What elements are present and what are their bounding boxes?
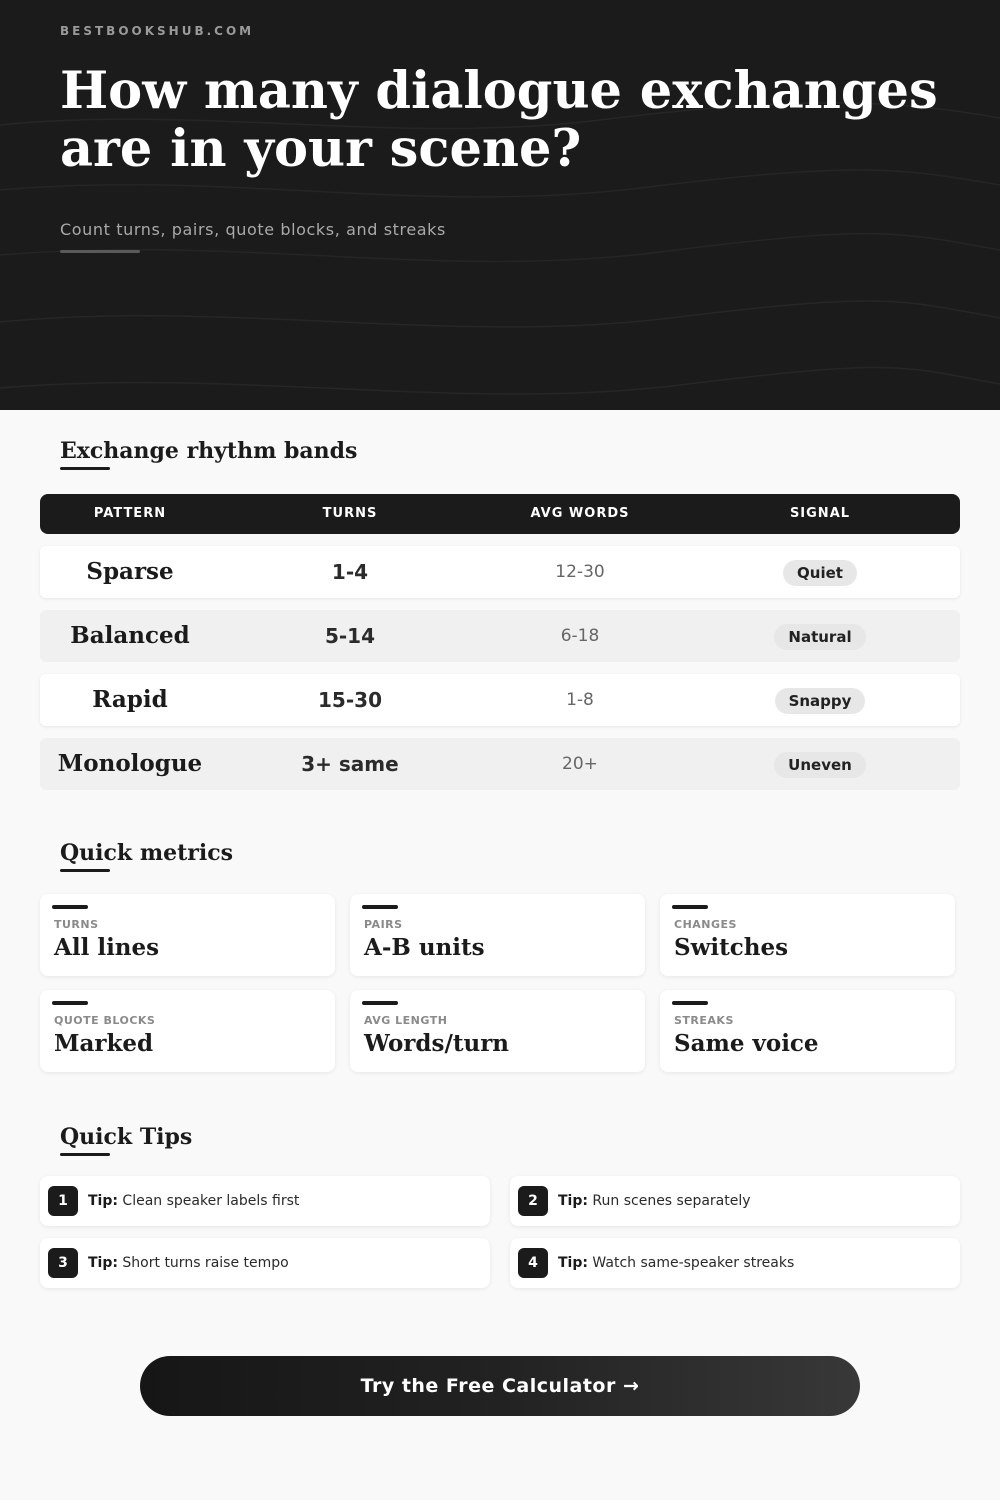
signal-badge: Natural [774, 624, 865, 650]
cell-signal [720, 610, 920, 662]
metric-card-changes [660, 894, 955, 976]
subtitle-underline [60, 250, 140, 253]
metric-value: All lines [54, 934, 160, 961]
tip-number: 1 [48, 1186, 78, 1216]
tip-item [510, 1176, 960, 1226]
table-row [40, 738, 960, 790]
tip-number: 4 [518, 1248, 548, 1278]
cell-pattern: Balanced [70, 622, 190, 649]
tip-text [88, 1176, 299, 1226]
metric-card-streaks [660, 990, 955, 1072]
tip-body: Short turns raise tempo [122, 1255, 289, 1271]
signal-badge: Quiet [783, 560, 857, 586]
table-row [40, 674, 960, 726]
metric-card-quote-blocks [40, 990, 335, 1072]
card-accent [672, 1001, 708, 1005]
metric-label: PAIRS [364, 918, 403, 931]
cell-avg-words: 1-8 [566, 690, 594, 710]
cell-pattern: Monologue [57, 750, 203, 777]
metric-label: AVG LENGTH [364, 1014, 448, 1027]
section-title-bands: Exchange rhythm bands [60, 438, 358, 464]
tip-body: Watch same-speaker streaks [592, 1255, 795, 1271]
cell-pattern: Sparse [86, 558, 174, 585]
cell-turns: 1-4 [331, 560, 369, 584]
cell-avg-words: 20+ [562, 754, 598, 774]
tip-prefix: Tip: [88, 1193, 118, 1209]
tip-item [40, 1238, 490, 1288]
tip-body: Run scenes separately [592, 1193, 751, 1209]
header-avg-words: AVG WORDS [530, 506, 630, 521]
metric-label: TURNS [54, 918, 99, 931]
metric-value: Switches [674, 934, 789, 961]
cell-turns: 5-14 [324, 624, 376, 648]
metric-card-avg-length [350, 990, 645, 1072]
section-title-metrics: Quick metrics [60, 840, 233, 866]
card-accent [52, 1001, 88, 1005]
header-signal: SIGNAL [789, 506, 851, 521]
metric-value: Same voice [674, 1030, 819, 1057]
try-calculator-button[interactable]: Try the Free Calculator → [140, 1356, 860, 1416]
tip-prefix: Tip: [558, 1255, 588, 1271]
section-title-tips: Quick Tips [60, 1124, 193, 1150]
card-accent [362, 1001, 398, 1005]
hero-banner [0, 0, 1000, 410]
section-underline [60, 1153, 110, 1156]
metric-label: STREAKS [674, 1014, 734, 1027]
site-name: BESTBOOKSHUB.COM [60, 24, 255, 38]
tip-text [88, 1238, 289, 1288]
tip-item [40, 1176, 490, 1226]
cell-signal [720, 738, 920, 790]
cell-turns: 3+ same [301, 752, 399, 776]
cell-signal [720, 674, 920, 726]
cell-avg-words: 6-18 [560, 626, 600, 646]
card-accent [362, 905, 398, 909]
cell-pattern: Rapid [92, 686, 168, 713]
signal-badge: Snappy [775, 688, 866, 714]
tip-prefix: Tip: [88, 1255, 118, 1271]
header-pattern: PATTERN [93, 506, 167, 521]
table-row [40, 610, 960, 662]
metric-value: A-B units [364, 934, 485, 961]
section-underline [60, 869, 110, 872]
metric-card-turns [40, 894, 335, 976]
card-accent [52, 905, 88, 909]
signal-badge: Uneven [774, 752, 866, 778]
tip-text [558, 1176, 751, 1226]
metric-value: Words/turn [364, 1030, 510, 1057]
header-turns: TURNS [322, 506, 378, 521]
metric-label: CHANGES [674, 918, 737, 931]
tip-item [510, 1238, 960, 1288]
tip-number: 2 [518, 1186, 548, 1216]
metric-label: QUOTE BLOCKS [54, 1014, 156, 1027]
tip-prefix: Tip: [558, 1193, 588, 1209]
tip-text [558, 1238, 794, 1288]
cell-turns: 15-30 [318, 688, 382, 712]
tip-body: Clean speaker labels first [122, 1193, 300, 1209]
card-accent [672, 905, 708, 909]
table-row [40, 546, 960, 598]
cell-avg-words: 12-30 [555, 562, 605, 582]
tip-number: 3 [48, 1248, 78, 1278]
page-title: How many dialogue exchanges are in your scene? [60, 61, 938, 179]
metric-value: Marked [54, 1030, 154, 1057]
cell-signal [720, 546, 920, 598]
metric-card-pairs [350, 894, 645, 976]
section-underline [60, 467, 110, 470]
table-header [40, 494, 960, 534]
page-subtitle: Count turns, pairs, quote blocks, and streaks [60, 220, 446, 239]
